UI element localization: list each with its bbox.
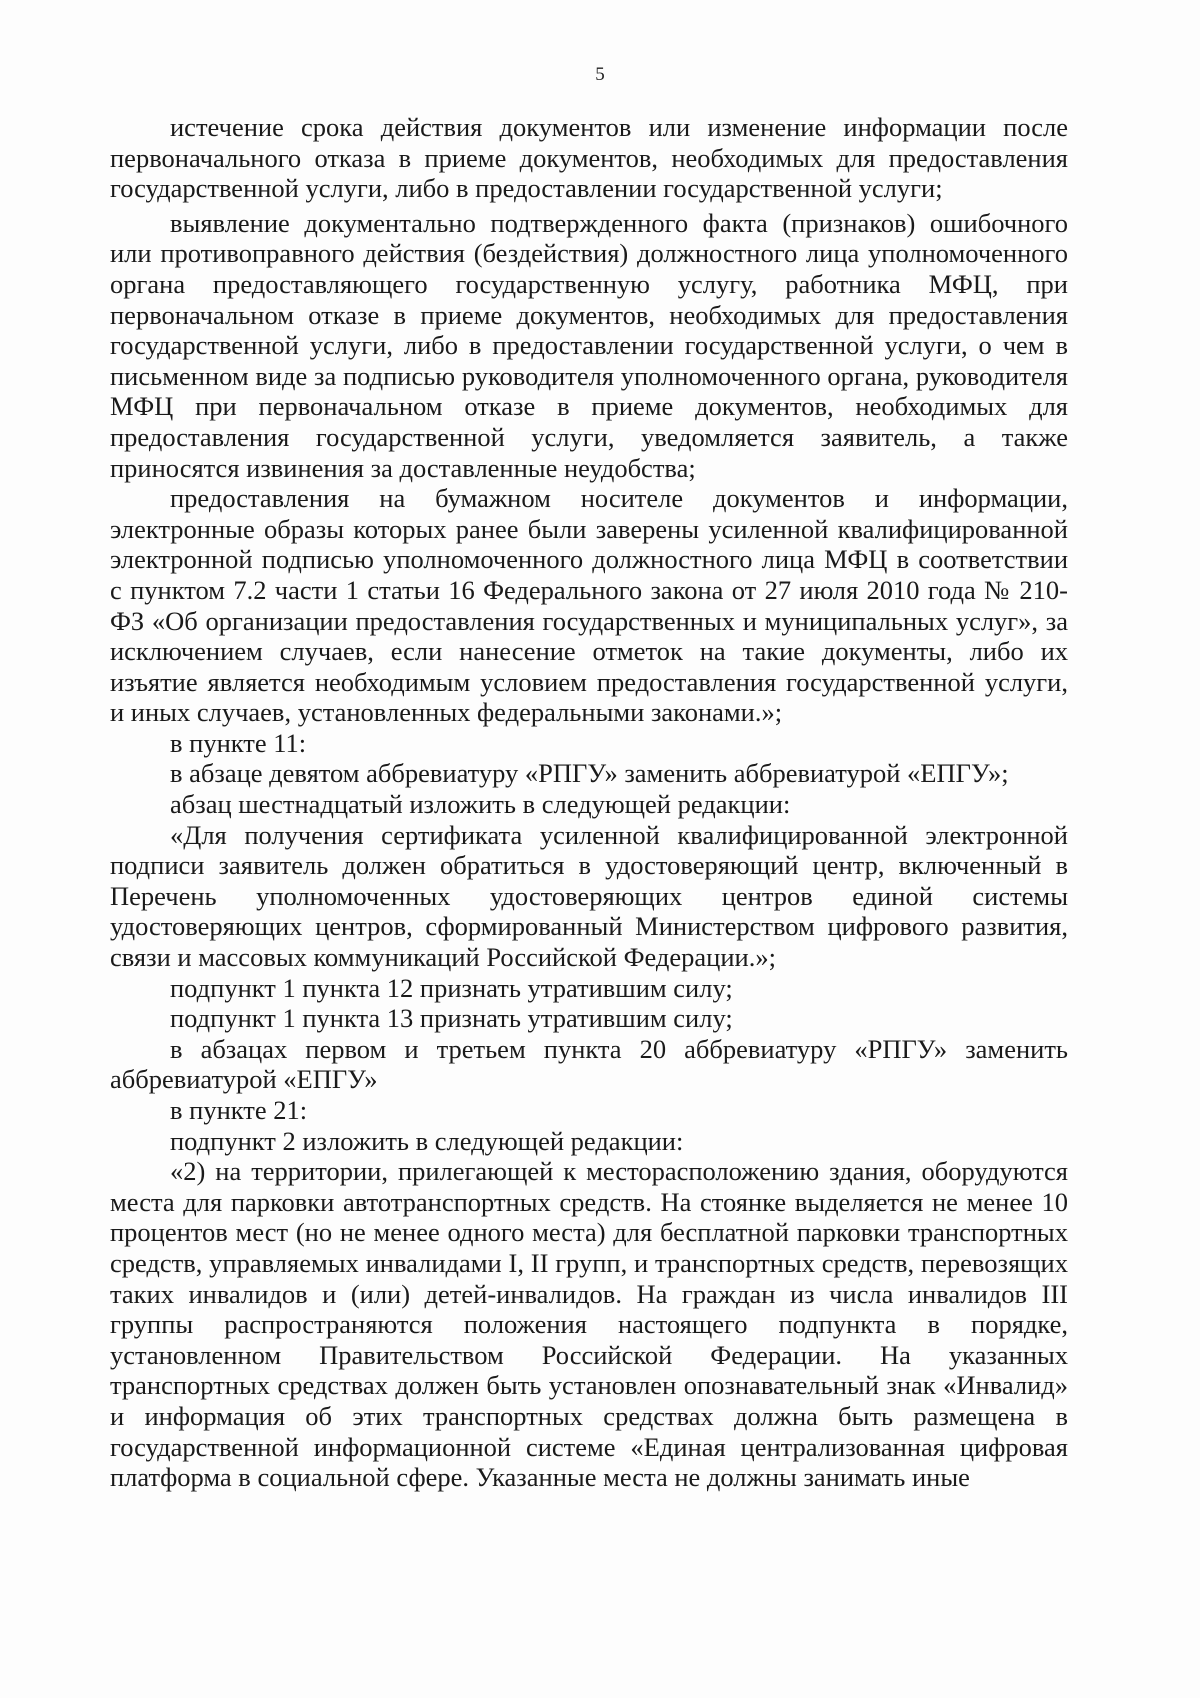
paragraph-parking: «2) на территории, прилегающей к месторасположению здания, оборудуются места для парковки автотранспортных средств. На стоянке выделяется не менее 10 процентов мест (но не менее одного места) для бесплатной парковки транспортных средств, управляемых инвалидами I, II групп, и транспортных средств, перевозящих таких инвалидов и (или) детей-инвалидов. На граждан из числа инвалидов III группы распространяются положения настоящего подпункта в порядке, установленном Правительством Российской Федерации. На указанных транспортных средствах должен быть установлен опознавательный знак «Инвалид» и информация об этих транспортных средствах должна быть размещена в государственной информационной системе «Единая централизованная цифровая платформа в социальной сфере. Указанные места не должны занимать иные	[110, 1156, 1068, 1493]
paragraph-error-detection: выявление документально подтвержденного факта (признаков) ошибочного или противоправного действия (бездействия) должностного лица уполномоченного органа предоставляющего государственную услугу, работника МФЦ, при первоначальном отказе в приеме документов, необходимых для предоставления государственной услуги, либо в предоставлении государственной услуги, о чем в письменном виде за подписью руководителя уполномоченного органа, руководителя МФЦ при первоначальном отказе в приеме документов, необходимых для предоставления государственной услуги, уведомляется заявитель, а также приносятся извинения за доставленные неудобства;	[110, 207, 1068, 483]
paragraph-paper-documents: предоставления на бумажном носителе документов и информации, электронные образы которых ранее были заверены усиленной квалифицированной электронной подписью уполномоченного должностного лица МФЦ в соответствии с пунктом 7.2 части 1 статьи 16 Федерального закона от 27 июля 2010 года № 210-ФЗ «Об организации предоставления государственных и муниципальных услуг», за исключением случаев, если нанесение отметок на такие документы, либо их изъятие является необходимым условием предоставления государственной услуги, и иных случаев, установленных федеральными законами.»;	[110, 483, 1068, 728]
paragraph-sixteenth-edition: абзац шестнадцатый изложить в следующей редакции:	[170, 789, 791, 820]
paragraph-item-11: в пункте 11:	[170, 727, 307, 758]
document-body	[110, 112, 1068, 1493]
paragraph-ninth-abbreviation: в абзаце девятом аббревиатуру «РПГУ» заменить аббревиатурой «ЕПГУ»;	[170, 758, 1009, 789]
paragraph-document-expiry: истечение срока действия документов или изменение информации после первоначального отказа в приеме документов, необходимых для предоставления государственной услуги, либо в предоставлении государственной услуги;	[110, 112, 1068, 204]
paragraph-item-21: в пункте 21:	[170, 1095, 308, 1125]
paragraph-certificate: «Для получения сертификата усиленной квалифицированной электронной подписи заявитель должен обратиться в удостоверяющий центр, включенный в Перечень уполномоченных удостоверяющих центров единой системы удостоверяющих центров, сформированный Министерством цифрового развития, связи и массовых коммуникаций Российской Федерации.»;	[110, 819, 1068, 973]
paragraph-item-12-void: подпункт 1 пункта 12 признать утратившим силу;	[170, 972, 733, 1003]
paragraph-subitem-2-edition: подпункт 2 изложить в следующей редакции:	[170, 1125, 684, 1156]
paragraph-item-20-abbreviation: в абзацах первом и третьем пункта 20 аббревиатуру «РПГУ» заменить аббревиатурой «ЕПГУ»	[110, 1033, 1068, 1095]
paragraph-item-13-void: подпункт 1 пункта 13 признать утратившим силу;	[170, 1003, 733, 1034]
page-number: 5	[595, 64, 605, 85]
